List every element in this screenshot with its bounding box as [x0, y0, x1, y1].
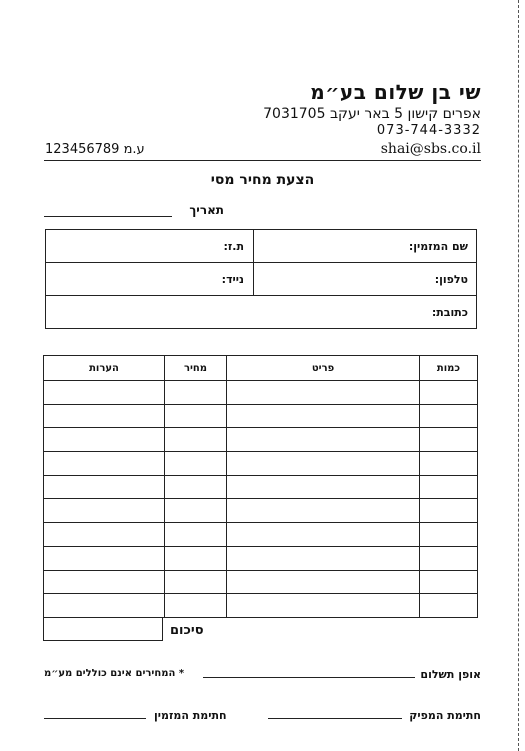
vat-note: * המחירים אינם כוללים מע״מ [44, 668, 185, 679]
table-row [44, 594, 478, 618]
table-cell[interactable] [165, 570, 227, 594]
total-label: סיכום [170, 623, 204, 638]
table-cell[interactable] [420, 594, 478, 618]
date-line [44, 216, 172, 217]
customer-mobile-label: נייד: [221, 273, 244, 286]
table-cell[interactable] [44, 594, 165, 618]
table-cell[interactable] [227, 381, 420, 405]
items-body [44, 381, 478, 618]
table-cell[interactable] [165, 546, 227, 570]
table-cell[interactable] [165, 404, 227, 428]
table-cell[interactable] [165, 523, 227, 547]
table-cell[interactable] [227, 475, 420, 499]
table-cell[interactable] [227, 570, 420, 594]
table-cell[interactable] [227, 546, 420, 570]
table-cell[interactable] [44, 404, 165, 428]
table-cell[interactable] [165, 594, 227, 618]
header-item: פריט [227, 356, 420, 381]
table-cell[interactable] [420, 452, 478, 476]
customer-signature-label: חתימת המזמין [154, 709, 227, 722]
table-row [44, 452, 478, 476]
table-cell[interactable] [420, 381, 478, 405]
table-cell[interactable] [44, 523, 165, 547]
table-cell[interactable] [420, 404, 478, 428]
customer-row-address[interactable] [46, 296, 476, 329]
table-cell[interactable] [420, 523, 478, 547]
table-cell[interactable] [44, 546, 165, 570]
customer-row-phone[interactable] [46, 263, 476, 296]
table-row [44, 381, 478, 405]
table-cell[interactable] [165, 452, 227, 476]
page-edge-dashed [518, 0, 519, 751]
customer-signature-line[interactable] [44, 718, 146, 719]
table-cell[interactable] [165, 428, 227, 452]
company-name: שי בן שלום בע״מ [310, 80, 481, 104]
column-divider [253, 263, 254, 295]
table-cell[interactable] [227, 523, 420, 547]
column-divider [253, 230, 254, 262]
table-cell[interactable] [420, 499, 478, 523]
customer-row-name[interactable] [46, 230, 476, 263]
header-notes: הערות [44, 356, 165, 381]
table-cell[interactable] [165, 475, 227, 499]
company-email: shai@sbs.co.il [380, 141, 481, 157]
table-cell[interactable] [165, 381, 227, 405]
table-cell[interactable] [44, 499, 165, 523]
table-cell[interactable] [420, 428, 478, 452]
table-cell[interactable] [227, 428, 420, 452]
customer-id-label: ת.ז: [223, 240, 244, 253]
table-cell[interactable] [44, 381, 165, 405]
table-cell[interactable] [44, 570, 165, 594]
table-cell[interactable] [165, 499, 227, 523]
table-row [44, 546, 478, 570]
company-phone: 073-744-3332 [376, 123, 481, 138]
table-cell[interactable] [44, 452, 165, 476]
document-title: הצעת מחיר מסי [210, 172, 315, 188]
header-quantity: כמות [420, 356, 478, 381]
supplier-signature-label: חתימת המפיק [409, 709, 481, 722]
date-field[interactable] [44, 203, 224, 219]
table-row [44, 570, 478, 594]
items-header-row [44, 356, 478, 381]
customer-phone-label: טלפון: [434, 273, 468, 286]
customer-address-label: כתובת: [431, 306, 468, 319]
table-cell[interactable] [420, 546, 478, 570]
supplier-signature-line[interactable] [268, 718, 402, 719]
payment-method-label: אופן תשלום [420, 668, 481, 681]
table-row [44, 475, 478, 499]
table-cell[interactable] [227, 452, 420, 476]
table-cell[interactable] [420, 570, 478, 594]
table-row [44, 428, 478, 452]
table-cell[interactable] [227, 404, 420, 428]
customer-name-label: שם המזמין: [408, 240, 468, 253]
registration-number: ע.מ 123456789 [45, 142, 145, 157]
table-row [44, 499, 478, 523]
table-cell[interactable] [420, 475, 478, 499]
customer-details-box [45, 229, 477, 329]
header-divider [44, 160, 481, 161]
table-row [44, 523, 478, 547]
date-label: תאריך [189, 203, 224, 217]
payment-method-line[interactable] [203, 677, 415, 678]
items-table [43, 355, 478, 618]
total-box[interactable] [43, 617, 163, 641]
table-cell[interactable] [227, 594, 420, 618]
table-cell[interactable] [227, 499, 420, 523]
company-address: אפרים קישון 5 באר יעקב 7031705 [263, 106, 481, 122]
table-row [44, 404, 478, 428]
table-cell[interactable] [44, 475, 165, 499]
header-price: מחיר [165, 356, 227, 381]
table-cell[interactable] [44, 428, 165, 452]
